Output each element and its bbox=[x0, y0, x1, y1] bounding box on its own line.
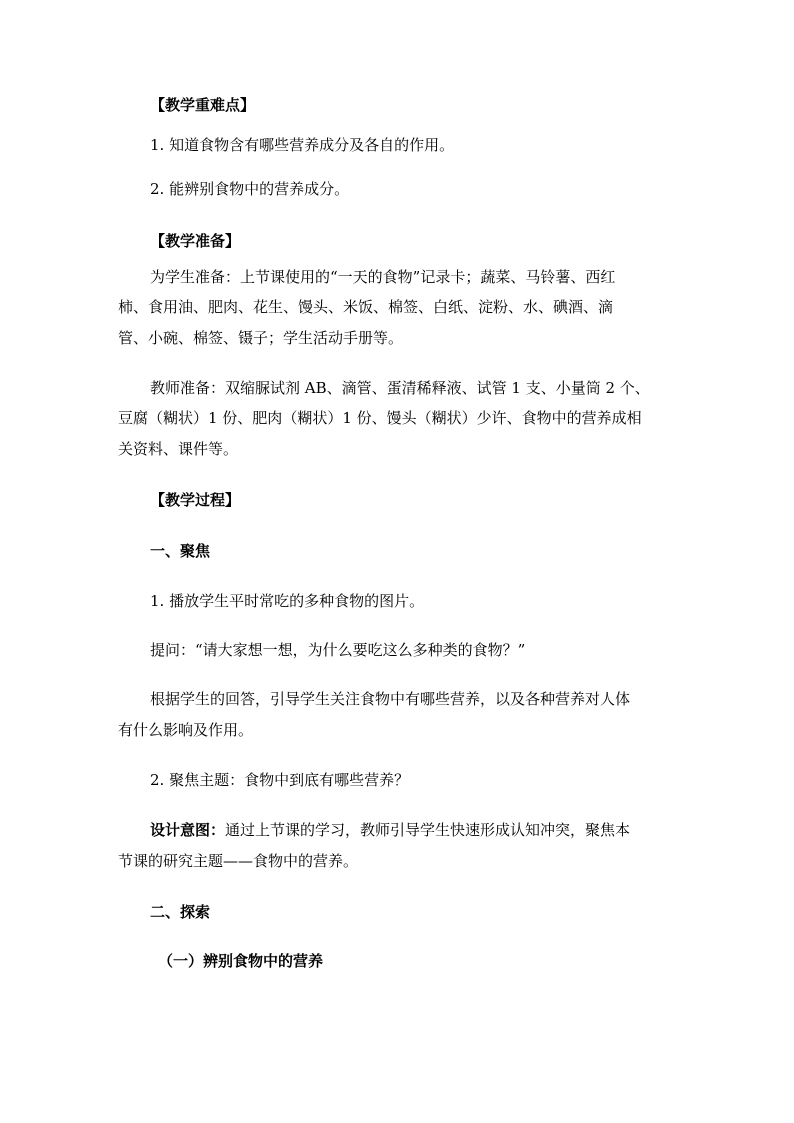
teacher-prep-line-1: 教师准备：双缩脲试剂 AB、滴管、蛋清稀释液、试管 1 支、小量筒 2 个、 bbox=[150, 379, 650, 397]
focus-step-1: 1. 播放学生平时常吃的多种食物的图片。 bbox=[150, 592, 425, 610]
student-prep-line-2: 柿、食用油、肥肉、花生、馒头、米饭、棉签、白纸、淀粉、水、碘酒、滴 bbox=[118, 298, 614, 316]
heading-explore: 二、探索 bbox=[150, 903, 211, 921]
teacher-prep-line-3: 关资料、课件等。 bbox=[118, 440, 239, 458]
design-intent-text: 通过上节课的学习，教师引导学生快速形成认知冲突，聚焦本 bbox=[225, 821, 631, 839]
key-point-2: 2. 能辨别食物中的营养成分。 bbox=[150, 180, 350, 198]
teacher-prep-line-2: 豆腐（糊状）1 份、肥肉（糊状）1 份、馒头（糊状）少许、食物中的营养成相 bbox=[118, 409, 642, 427]
focus-guide-line-1: 根据学生的回答，引导学生关注食物中有哪些营养，以及各种营养对人体 bbox=[150, 690, 631, 708]
heading-preparation: 【教学准备】 bbox=[150, 232, 241, 250]
heading-process: 【教学过程】 bbox=[150, 491, 241, 509]
design-intent-line-1 bbox=[150, 820, 630, 840]
student-prep-line-1: 为学生准备：上节课使用的“一天的食物”记录卡；蔬菜、马铃薯、西红 bbox=[150, 268, 616, 286]
focus-step-2: 2. 聚焦主题：食物中到底有哪些营养？ bbox=[150, 771, 410, 789]
focus-guide-line-2: 有什么影响及作用。 bbox=[118, 721, 254, 739]
student-prep-line-3: 管、小碗、棉签、镊子；学生活动手册等。 bbox=[118, 329, 404, 347]
focus-question: 提问：“请大家想一想，为什么要吃这么多种类的食物？” bbox=[150, 641, 526, 659]
design-intent-line-2: 节课的研究主题——食物中的营养。 bbox=[118, 852, 359, 870]
heading-explore-sub1: （一）辨别食物中的营养 bbox=[158, 952, 324, 970]
design-intent-label: 设计意图： bbox=[150, 821, 226, 839]
key-point-1: 1. 知道食物含有哪些营养成分及各自的作用。 bbox=[150, 136, 455, 154]
heading-focus: 一、聚焦 bbox=[150, 542, 211, 560]
heading-key-points: 【教学重难点】 bbox=[150, 96, 256, 114]
